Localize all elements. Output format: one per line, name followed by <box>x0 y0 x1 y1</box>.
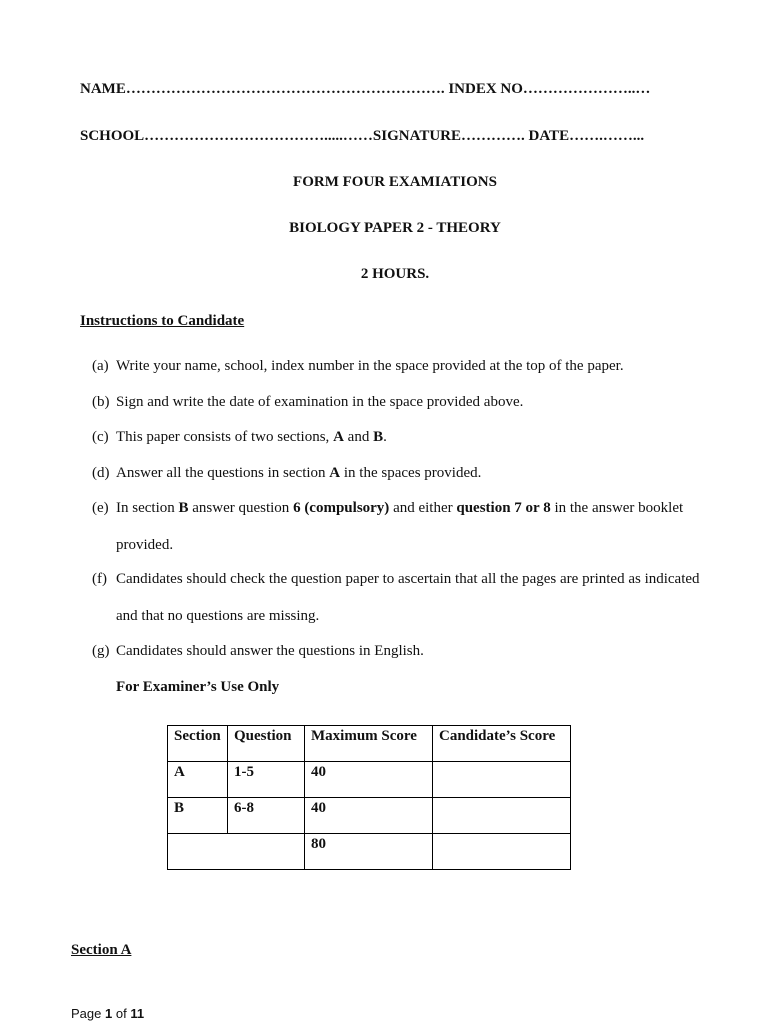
column-header: Question <box>228 726 305 762</box>
candidate-score-cell[interactable] <box>433 762 571 798</box>
score-table <box>167 725 571 870</box>
instruction-label: (d) <box>92 465 110 481</box>
page-number: 1 <box>105 1006 113 1021</box>
instruction-text: In section B answer question 6 (compulsory) and either question 7 or 8 in the answer booklet <box>116 500 684 516</box>
section-a-heading: Section A <box>71 942 132 958</box>
instruction-g <box>92 643 424 660</box>
instruction-text: Candidates should check the question paper to ascertain that all the pages are printed as indicated <box>116 571 700 587</box>
instruction-text: Answer all the questions in section A in the spaces provided. <box>116 465 482 481</box>
instruction-f-continued: and that no questions are missing. <box>116 608 320 624</box>
column-header: Maximum Score <box>305 726 433 762</box>
instruction-e <box>92 500 683 517</box>
candidate-total-cell[interactable] <box>433 834 571 870</box>
instruction-f <box>92 571 700 588</box>
table-row <box>168 798 571 834</box>
page-total: 11 <box>130 1006 145 1021</box>
instruction-text: Write your name, school, index number in the space provided at the top of the paper. <box>116 358 624 374</box>
table-cell <box>168 834 305 870</box>
duration: 2 HOURS. <box>360 266 430 282</box>
table-cell: A <box>168 762 228 798</box>
instruction-a <box>92 358 624 375</box>
table-cell: 1-5 <box>228 762 305 798</box>
exam-title: FORM FOUR EXAMIATIONS <box>293 174 497 190</box>
table-cell: B <box>168 798 228 834</box>
instruction-text: This paper consists of two sections, A and B. <box>116 429 387 445</box>
instruction-label: (c) <box>92 429 109 445</box>
of-word: of <box>115 1006 127 1021</box>
table-cell: 40 <box>305 762 433 798</box>
instruction-label: (b) <box>92 394 110 410</box>
table-cell: 6-8 <box>228 798 305 834</box>
instruction-e-continued: provided. <box>116 537 174 553</box>
school-signature-date-line: SCHOOL……………………………….....……SIGNATURE…………. DATE…….……... <box>80 128 645 144</box>
instruction-label: (g) <box>92 643 110 659</box>
candidate-score-cell[interactable] <box>433 798 571 834</box>
name-index-line: NAME………………………………………………………. INDEX NO…………………..… <box>80 81 651 97</box>
instructions-heading: Instructions to Candidate <box>80 313 245 329</box>
table-cell: 40 <box>305 798 433 834</box>
instruction-d <box>92 465 481 482</box>
examiner-heading: For Examiner’s Use Only <box>116 679 280 695</box>
instruction-label: (e) <box>92 500 109 516</box>
instruction-label: (a) <box>92 358 109 374</box>
column-header: Candidate’s Score <box>433 726 571 762</box>
table-total-row <box>168 834 571 870</box>
instruction-b <box>92 394 523 411</box>
table-row <box>168 762 571 798</box>
instruction-text: Candidates should answer the questions in English. <box>116 643 424 659</box>
column-header: Section <box>168 726 228 762</box>
page-word: Page <box>71 1006 102 1021</box>
table-header-row <box>168 726 571 762</box>
page-footer <box>71 1006 144 1021</box>
table-cell: 80 <box>305 834 433 870</box>
paper-title: BIOLOGY PAPER 2 - THEORY <box>289 220 501 236</box>
instruction-text: Sign and write the date of examination in the space provided above. <box>116 394 524 410</box>
instruction-label: (f) <box>92 571 107 587</box>
instruction-c <box>92 429 387 446</box>
